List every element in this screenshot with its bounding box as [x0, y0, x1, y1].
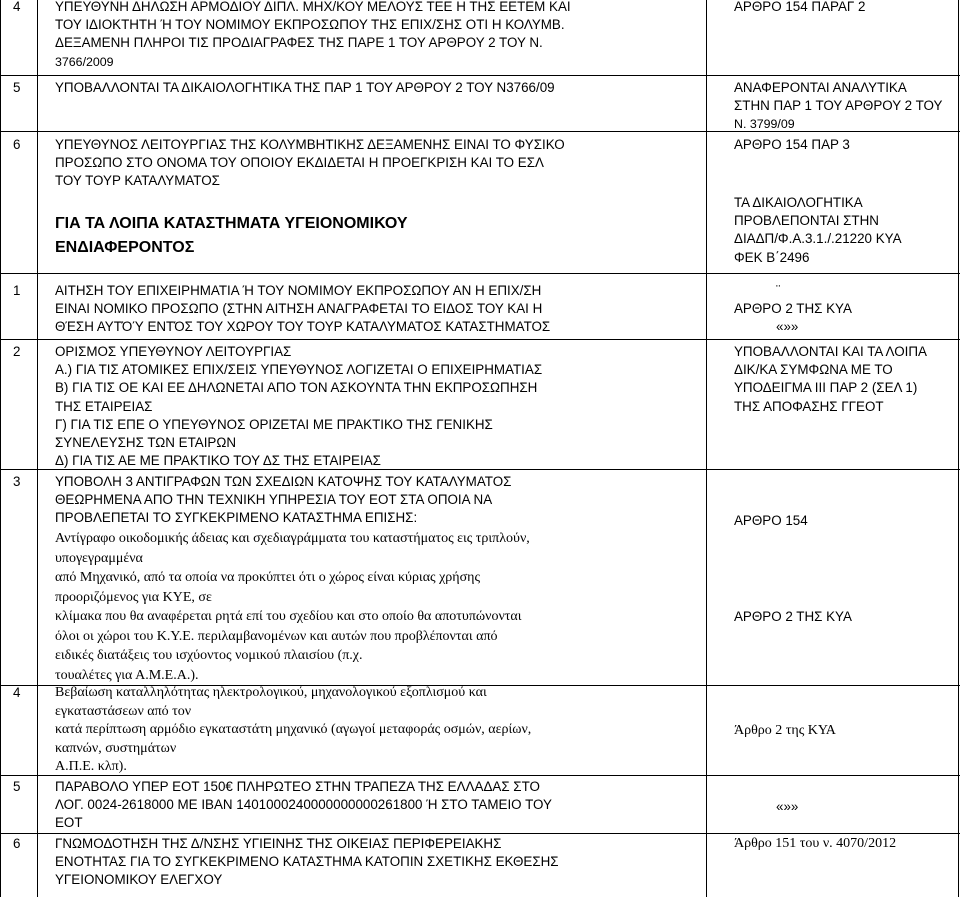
reference-line: ΑΡΘΡΟ 154: [734, 513, 808, 528]
table-border-left: [0, 0, 1, 897]
requirement-text: [55, 473, 695, 528]
text-line: ΥΠΟΒΟΛΗ 3 ΑΝΤΙΓΡΑΦΩΝ ΤΩΝ ΣΧΕΔΙΩΝ ΚΑΤΟΨΗΣ ΤΟΥ ΚΑΤΑΛΥΜΑΤΟΣ: [55, 474, 512, 489]
legal-reference: [734, 608, 956, 626]
text-line: ΕΝΟΤΗΤΑΣ ΓΙΑ ΤΟ ΣΥΓΚΕΚΡΙΜΕΝΟ ΚΑΤΑΣΤΗΜΑ ΚΑΤΟΠΙΝ ΣΧΕΤΙΚΗΣ ΕΚΘΕΣΗΣ: [55, 854, 559, 870]
column-divider-number: [37, 0, 38, 897]
row-divider: [0, 75, 960, 76]
legal-reference: [734, 0, 956, 16]
legal-reference: [734, 79, 956, 134]
row-number: 4: [13, 685, 21, 700]
reference-line: Ν. 3799/09: [734, 117, 795, 132]
text-line: ΔΕΞΑΜΕΝΗ ΠΛΗΡΟΙ ΤΙΣ ΠΡΟΔΙΑΓΡΑΦΕΣ ΤΗΣ ΠΑΡΕ 1 ΤΟΥ ΑΡΘΡΟΥ 2 ΤΟΥ Ν.: [55, 35, 543, 51]
text-line: ΣΥΝΕΛΕΥΣΗΣ ΤΩΝ ΕΤΑΙΡΩΝ: [55, 435, 237, 451]
text-line: υπογεγραμμένα: [55, 550, 143, 566]
text-line: ΘΕΩΡΗΜΕΝΑ ΑΠΟ ΤΗΝ ΤΕΧΝΙΚΗ ΥΠΗΡΕΣΙΑ ΤΟΥ ΕΟΤ ΣΤΑ ΟΠΟΙΑ ΝΑ: [55, 492, 493, 508]
legal-reference: [734, 722, 956, 740]
text-line: Δ) ΓΙΑ ΤΙΣ ΑΕ ΜΕ ΠΡΑΚΤΙΚΟ ΤΟΥ ΔΣ ΤΗΣ ΕΤΑΙΡΕΙΑΣ: [55, 453, 381, 469]
reference-line: ΤΑ ΔΙΚΑΙΟΛΟΓΗΤΙΚΑ: [734, 195, 863, 210]
legal-reference: [734, 282, 956, 337]
row-number: 3: [13, 474, 21, 489]
reference-line: ΠΡΟΒΛΕΠΟΝΤΑΙ ΣΤΗΝ: [734, 213, 879, 229]
text-line: Α.Π.Ε. κλπ).: [55, 759, 127, 774]
text-line: ειδικές διατάξεις του ισχύοντος νομικού πλαισίου (π.χ.: [55, 648, 363, 663]
text-line: ΛΟΓ. 0024-2618000 ΜΕ ΙΒΑΝ 1401000240000000000261800 Ή ΣΤΟ ΤΑΜΕΙΟ ΤΟΥ: [55, 797, 552, 813]
text-line: Γ) ΓΙΑ ΤΙΣ ΕΠΕ Ο ΥΠΕΥΘΥΝΟΣ ΟΡΙΖΕΤΑΙ ΜΕ ΠΡΑΚΤΙΚΟ ΤΗΣ ΓΕΝΙΚΗΣ: [55, 416, 493, 432]
reference-line: ΑΡΘΡΟ 2 ΤΗΣ ΚΥΑ: [734, 301, 852, 317]
row-number: 6: [13, 137, 21, 152]
text-line: προοριζόμενος για ΚΥΕ, σε: [55, 589, 212, 605]
text-line: Β) ΓΙΑ ΤΙΣ ΟΕ ΚΑΙ ΕΕ ΔΗΛΩΝΕΤΑΙ ΑΠΟ ΤΟΝ ΑΣΚΟΥΝΤΑ ΤΗΝ ΕΚΠΡΟΣΩΠΗΣΗ: [55, 380, 538, 396]
legal-reference: [734, 512, 956, 530]
text-line: Αντίγραφο οικοδομικής άδειας και σχεδιαγράμματα του καταστήματος εις τριπλούν,: [55, 531, 530, 546]
text-line: τουαλέτες για Α.Μ.Ε.Α.).: [55, 667, 199, 683]
legal-reference: [734, 343, 956, 416]
reference-line: «»»: [776, 799, 799, 814]
requirement-text: [55, 136, 695, 191]
row-number: 1: [13, 283, 21, 298]
text-line: 3766/2009: [55, 54, 114, 69]
requirement-text: [55, 282, 695, 337]
text-line: ΠΡΟΣΩΠΟ ΣΤΟ ΟΝΟΜΑ ΤΟΥ ΟΠΟΙΟΥ ΕΚΔΙΔΕΤΑΙ Η ΠΡΟΕΓΚΡΙΣΗ ΚΑΙ ΤΟ ΕΣΛ: [55, 155, 544, 171]
reference-line: ΥΠΟΒΑΛΛΟΝΤΑΙ ΚΑΙ ΤΑ ΛΟΙΠΑ: [734, 344, 927, 359]
text-line: Βεβαίωση καταλληλότητας ηλεκτρολογικού, μηχανολογικού εξοπλισμού και: [55, 685, 487, 700]
reference-line: ΤΗΣ ΑΠΟΦΑΣΗΣ ΓΓΕΟΤ: [734, 398, 884, 414]
reference-line: Άρθρο 151 του ν. 4070/2012: [734, 836, 897, 851]
text-line: κατά περίπτωση αρμόδιο εγκαταστάτη μηχανικό (αγωγοί μεταφοράς οσμών, αερίων,: [55, 722, 532, 737]
text-line: Α.) ΓΙΑ ΤΙΣ ΑΤΟΜΙΚΕΣ ΕΠΙΧ/ΣΕΙΣ ΥΠΕΥΘΥΝΟΣ ΛΟΓΙΖΕΤΑΙ Ο ΕΠΙΧΕΙΡΗΜΑΤΙΑΣ: [55, 362, 543, 378]
reference-line: ΔΙΑΔΠ/Φ.Α.3.1./.21220 ΚΥΑ: [734, 231, 902, 247]
requirement-text: [55, 778, 695, 833]
reference-line: ΦΕΚ Β΄2496: [734, 249, 810, 265]
reference-line: ΥΠΟΔΕΙΓΜΑ ΙΙΙ ΠΑΡ 2 (ΣΕΛ 1): [734, 380, 918, 396]
reference-line: ΣΤΗΝ ΠΑΡ 1 ΤΟΥ ΑΡΘΡΟΥ 2 ΤΟΥ: [734, 98, 943, 114]
text-line: ΥΓΕΙΟΝΟΜΙΚΟΥ ΕΛΕΓΧΟΥ: [55, 872, 223, 888]
text-line: ΤΟΥ ΤΟΥΡ ΚΑΤΑΛΥΜΑΤΟΣ: [55, 173, 220, 189]
row-number: 4: [13, 0, 21, 14]
text-line: ΤΗΣ ΕΤΑΙΡΕΙΑΣ: [55, 398, 153, 414]
text-line: καπνών, συστημάτων: [55, 740, 177, 756]
row-divider: [0, 833, 960, 834]
row-divider: [0, 273, 960, 274]
text-line: κλίμακα που θα αναφέρεται ρητά επί του σχεδίου και στο οποίο θα αποτυπώνονται: [55, 609, 522, 624]
reference-line: «»»: [776, 319, 799, 335]
section-heading: [55, 212, 695, 260]
text-line: ΑΙΤΗΣΗ ΤΟΥ ΕΠΙΧΕΙΡΗΜΑΤΙΑ Ή ΤΟΥ ΝΟΜΙΜΟΥ ΕΚΠΡΟΣΩΠΟΥ ΑΝ Η ΕΠΙΧ/ΣΗ: [55, 283, 542, 298]
reference-line: ¨: [776, 283, 781, 298]
requirement-text: [55, 0, 695, 71]
heading-line: ΓΙΑ ΤΑ ΛΟΙΠΑ ΚΑΤΑΣΤΗΜΑΤΑ ΥΓΕΙΟΝΟΜΙΚΟΥ: [55, 215, 408, 232]
text-line: ΥΠΕΥΘΥΝΗ ΔΗΛΩΣΗ ΑΡΜΟΔΙΟΥ ΔΙΠΛ. ΜΗΧ/ΚΟΥ ΜΕΛΟΥΣ ΤΕΕ Η ΤΗΣ ΕΕΤΕΜ ΚΑΙ: [55, 0, 571, 14]
requirement-text: [55, 835, 695, 890]
row-number: 2: [13, 344, 21, 359]
text-line: ΘΈΣΗ ΑΥΤΌΎ ΕΝΤΌΣ ΤΟΥ ΧΩΡΟΥ ΤΟΥ ΤΟΥΡ ΚΑΤΑΛΥΜΑΤΟΣ ΚΑΤΑΣΤΗΜΑΤΟΣ: [55, 319, 551, 335]
text-line: ΥΠΕΥΘΥΝΟΣ ΛΕΙΤΟΥΡΓΙΑΣ ΤΗΣ ΚΟΛΥΜΒΗΤΙΚΗΣ ΔΕΞΑΜΕΝΗΣ ΕΙΝΑΙ ΤΟ ΦΥΣΙΚΟ: [55, 137, 565, 152]
text-line: ΠΑΡΑΒΟΛΟ ΥΠΕΡ ΕΟΤ 150€ ΠΛΗΡΩΤΕΟ ΣΤΗΝ ΤΡΑΠΕΖΑ ΤΗΣ ΕΛΛΑΔΑΣ ΣΤΟ: [55, 779, 540, 794]
text-line: ΓΝΩΜΟΔΟΤΗΣΗ ΤΗΣ Δ/ΝΣΗΣ ΥΓΙΕΙΝΗΣ ΤΗΣ ΟΙΚΕΙΑΣ ΠΕΡΙΦΕΡΕΙΑΚΗΣ: [55, 836, 502, 851]
reference-line: ΑΡΘΡΟ 154 ΠΑΡ 3: [734, 137, 850, 152]
text-line: ΥΠΟΒΑΛΛΟΝΤΑΙ ΤΑ ΔΙΚΑΙΟΛΟΓΗΤΙΚΑ ΤΗΣ ΠΑΡ 1 ΤΟΥ ΑΡΘΡΟΥ 2 ΤΟΥ Ν3766/09: [55, 80, 555, 95]
requirement-text: [55, 79, 695, 97]
heading-line: ΕΝΔΙΑΦΕΡΟΝΤΟΣ: [55, 239, 195, 256]
row-number: 5: [13, 80, 21, 95]
text-line: ΕΙΝΑΙ ΝΟΜΙΚΟ ΠΡΟΣΩΠΟ (ΣΤΗΝ ΑΙΤΗΣΗ ΑΝΑΓΡΑΦΕΤΑΙ ΤΟ ΕΙΔΟΣ ΤΟΥ ΚΑΙ Η: [55, 301, 543, 317]
row-divider: [0, 339, 960, 340]
requirement-text: [55, 684, 695, 777]
table-border-right: [958, 0, 959, 897]
requirement-text-detail: [55, 529, 695, 685]
text-line: από Μηχανικό, από τα οποία να προκύπτει ότι ο χώρος είναι κύριας χρήσης: [55, 570, 481, 585]
legal-reference: [734, 194, 956, 267]
row-number: 6: [13, 836, 21, 851]
row-number: 5: [13, 779, 21, 794]
text-line: όλοι οι χώροι του Κ.Υ.Ε. περιλαμβανομένων και αυτών που προβλέπονται από: [55, 628, 498, 644]
reference-line: ΔΙΚ/ΚΑ ΣΥΜΦΩΝΑ ΜΕ ΤΟ: [734, 362, 893, 378]
legal-reference: [734, 798, 956, 816]
text-line: ΤΟΥ ΙΔΙΟΚΤΗΤΗ Ή ΤΟΥ ΝΟΜΙΜΟΥ ΕΚΠΡΟΣΩΠΟΥ ΤΗΣ ΕΠΙΧ/ΣΗΣ ΟΤΙ Η ΚΟΛΥΜΒ.: [55, 17, 565, 33]
reference-line: ΑΡΘΡΟ 2 ΤΗΣ ΚΥΑ: [734, 609, 852, 624]
reference-line: Άρθρο 2 της ΚΥΑ: [734, 723, 836, 738]
reference-line: ΑΝΑΦΕΡΟΝΤΑΙ ΑΝΑΛΥΤΙΚΑ: [734, 80, 907, 95]
text-line: ΕΟΤ: [55, 815, 83, 831]
text-line: ΠΡΟΒΛΕΠΕΤΑΙ ΤΟ ΣΥΓΚΕΚΡΙΜΕΝΟ ΚΑΤΑΣΤΗΜΑ ΕΠΙΣΗΣ:: [55, 510, 418, 526]
requirement-text: [55, 343, 695, 470]
text-line: εγκαταστάσεων από τον: [55, 703, 192, 719]
legal-reference: [734, 136, 956, 154]
reference-line: ΑΡΘΡΟ 154 ΠΑΡΑΓ 2: [734, 0, 866, 14]
legal-reference: [734, 835, 956, 853]
text-line: ΟΡΙΣΜΟΣ ΥΠΕΥΘΥΝΟΥ ΛΕΙΤΟΥΡΓΙΑΣ: [55, 344, 292, 359]
column-divider-reference: [706, 0, 707, 897]
